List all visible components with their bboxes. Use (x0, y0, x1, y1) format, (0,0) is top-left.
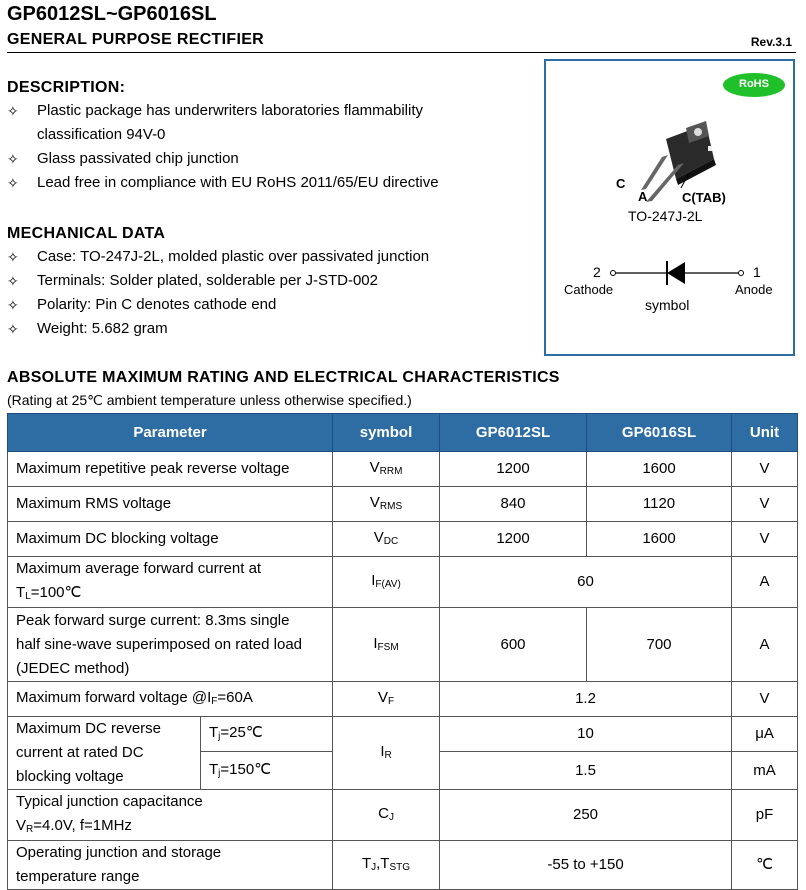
table-cell: $I_R$ (333, 717, 440, 790)
ratings-heading: ABSOLUTE MAXIMUM RATING AND ELECTRICAL CHARACTERISTICS (7, 369, 560, 386)
table-cell: $I_{FSM}$ (333, 608, 440, 682)
table-cell: $T_J,T_{STG}$ (333, 841, 440, 890)
table-cell: $T_j=150℃$ (201, 752, 333, 790)
package-info-box (544, 59, 795, 356)
table-cell: $C_J$ (333, 790, 440, 841)
header-gp6016sl: GP6016SL (587, 414, 732, 452)
table-cell: 1.2 (440, 682, 732, 717)
table-cell: A (732, 608, 798, 682)
table-cell: V (732, 522, 798, 557)
table-cell: $V_{RRM}$ (333, 452, 440, 487)
description-heading: DESCRIPTION: (7, 79, 126, 96)
table-cell: 1600 (587, 522, 732, 557)
symbol-caption: symbol (645, 297, 690, 313)
mechanical-heading: MECHANICAL DATA (7, 225, 166, 242)
table-row (8, 452, 798, 487)
table-cell: 1200 (440, 522, 587, 557)
bullet-icon: ✧ (7, 249, 19, 265)
pin1-label: Anode (735, 282, 773, 297)
table-cell: mA (732, 752, 798, 790)
header-gp6012sl: GP6012SL (440, 414, 587, 452)
table-cell: ℃ (732, 841, 798, 890)
table-cell: -55 to +150 (440, 841, 732, 890)
pin-c-label: C (616, 176, 626, 191)
table-cell: $V_{RMS}$ (333, 487, 440, 522)
list-item: ✧ Weight: 5.682 gram (7, 317, 429, 341)
table-row (8, 790, 798, 841)
document-subtitle: GENERAL PURPOSE RECTIFIER (7, 31, 265, 48)
mechanical-list (7, 245, 429, 341)
bullet-icon: ✧ (7, 273, 19, 289)
document-title: GP6012SL~GP6016SL (7, 3, 217, 25)
pin-a-label: A (638, 189, 648, 204)
diode-symbol-icon (611, 261, 744, 285)
table-cell: Maximum RMS voltage (8, 487, 333, 522)
table-cell: Maximum forward voltage $@I_F=60A$ (8, 682, 333, 717)
header-symbol: symbol (333, 414, 440, 452)
pin-tab-label: C(TAB) (682, 190, 726, 205)
table-cell: 10 (440, 717, 732, 752)
rohs-badge: RoHS (723, 73, 785, 97)
list-item: classification 94V-0 (37, 126, 166, 143)
pin1-number: 1 (753, 264, 761, 280)
list-item: ✧ Lead free in compliance with EU RoHS 2011/65/EU directive (7, 171, 439, 195)
table-cell: 600 (440, 608, 587, 682)
table-cell: 700 (587, 608, 732, 682)
table-cell: Maximum average forward current at $T_L=100℃$ (8, 557, 333, 608)
table-cell: pF (732, 790, 798, 841)
bullet-icon: ✧ (7, 103, 19, 119)
table-cell: V (732, 682, 798, 717)
list-item: ✧ Glass passivated chip junction (7, 147, 439, 171)
header-parameter: Parameter (8, 414, 333, 452)
table-cell: Maximum DC blocking voltage (8, 522, 333, 557)
table-row (8, 841, 798, 890)
ratings-table (7, 413, 798, 890)
pin2-label: Cathode (564, 282, 614, 297)
bullet-icon: ✧ (7, 297, 19, 313)
table-cell: 840 (440, 487, 587, 522)
description-list (7, 99, 439, 195)
bullet-icon: ✧ (7, 151, 19, 167)
list-item: ✧ Polarity: Pin C denotes cathode end (7, 293, 429, 317)
table-cell: Typical junction capacitance $V_R=4.0V$, f=1MHz (8, 790, 333, 841)
table-row (8, 522, 798, 557)
table-cell: $T_j=25℃$ (201, 717, 333, 752)
list-item: ✧ Case: TO-247J-2L, molded plastic over passivated junction (7, 245, 429, 269)
table-cell: 60 (440, 557, 732, 608)
package-illustration (546, 61, 793, 354)
table-cell: μA (732, 717, 798, 752)
table-cell: V (732, 452, 798, 487)
table-cell: 1600 (587, 452, 732, 487)
table-header-row (8, 414, 798, 452)
table-cell: 250 (440, 790, 732, 841)
bullet-icon: ✧ (7, 321, 19, 337)
table-row (8, 717, 798, 752)
header-divider (7, 52, 796, 53)
table-row (8, 608, 798, 682)
list-item: ✧ Plastic package has underwriters laboratories flammability (7, 99, 439, 123)
table-cell: Maximum DC reverse current at rated DC blocking voltage (8, 717, 201, 790)
table-cell: 1120 (587, 487, 732, 522)
table-cell: Peak forward surge current: 8.3ms single half sine-wave superimposed on rated load (JEDEC method) (8, 608, 333, 682)
table-cell: $I_{F(AV)}$ (333, 557, 440, 608)
ratings-note: (Rating at 25℃ ambient temperature unless otherwise specified.) (7, 392, 412, 408)
table-cell: V (732, 487, 798, 522)
table-cell: 1200 (440, 452, 587, 487)
table-cell: Operating junction and storage temperature range (8, 841, 333, 890)
table-cell: $V_F$ (333, 682, 440, 717)
table-cell: 1.5 (440, 752, 732, 790)
pin2-number: 2 (593, 264, 601, 280)
table-cell: $V_{DC}$ (333, 522, 440, 557)
header-unit: Unit (732, 414, 798, 452)
table-cell: Maximum repetitive peak reverse voltage (8, 452, 333, 487)
table-row (8, 557, 798, 608)
table-cell: A (732, 557, 798, 608)
package-name: TO-247J-2L (628, 208, 703, 224)
table-row (8, 682, 798, 717)
list-item: ✧ Terminals: Solder plated, solderable per J-STD-002 (7, 269, 429, 293)
revision-label: Rev.3.1 (750, 35, 792, 49)
table-row (8, 487, 798, 522)
bullet-icon: ✧ (7, 175, 19, 191)
